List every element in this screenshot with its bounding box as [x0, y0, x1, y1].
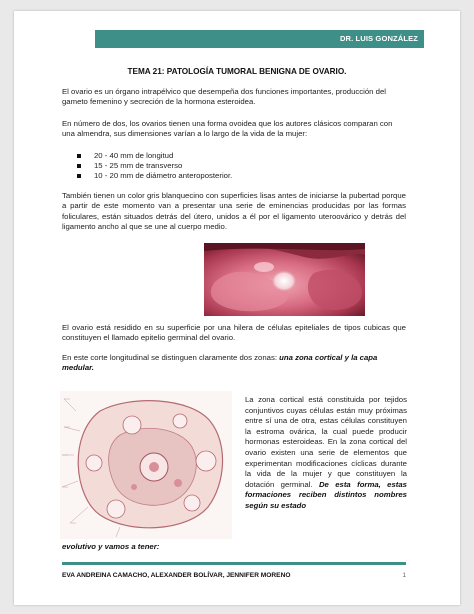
zones-emphasis: una zona cortical y la capa medular. [62, 353, 378, 373]
continuation-line: evolutivo y vamos a tener: [62, 542, 160, 551]
cortical-zone-text: La zona cortical está constituida por tejidos conjuntivos cuyas células están muy próximas entre sí una de otra, estas células constituyen la estroma ovárica, la cual puede producir hormonas esteroideas. En la zona cortical del ovario existen una serie de elementos que experimentan modificaciones cíclicas durante la vida de la mujer y que constituyen la dotación germinal. [245, 395, 407, 489]
header-bar [95, 30, 424, 48]
dimension-item: 10 - 20 mm de diámetro anteroposterior. [74, 171, 232, 181]
ovary-photo [204, 243, 365, 316]
footer-rule [62, 562, 406, 565]
cortical-zone-emphasis: De esta forma, estas formaciones reciben distintos nombres según su estado [245, 479, 407, 510]
footer-authors: EVA ANDREINA CAMACHO, ALEXANDER BOLÍVAR, JENNIFER MORENO [62, 572, 291, 579]
shape-paragraph: En número de dos, los ovarios tienen una forma ovoidea que los autores clásicos comparan con una almendra, sus dimensiones varían a lo largo de la vida de la mujer: [62, 119, 393, 139]
page-number: 1 [402, 572, 406, 579]
cortical-zone-paragraph [245, 395, 407, 512]
header-author: DR. LUIS GONZÁLEZ [339, 34, 418, 43]
document-page [14, 11, 460, 605]
document-title: TEMA 21: PATOLOGÍA TUMORAL BENIGNA DE OVARIO. [127, 67, 347, 76]
intro-paragraph: El ovario es un órgano intrapélvico que desempeña dos funciones importantes, producción del gameto femenino y secreción de la hormona esteroidea. [62, 87, 386, 107]
dimension-item: 15 - 25 mm de transverso [74, 161, 232, 171]
dimension-item: 20 - 40 mm de longitud [74, 151, 232, 161]
ovary-section-illustration [60, 391, 232, 539]
dimensions-list [74, 151, 232, 182]
zones-text: En este corte longitudinal se distinguen claramente dos zonas: [62, 353, 280, 362]
zones-paragraph [62, 353, 406, 374]
color-paragraph: También tienen un color gris blanquecino con superficies lisas antes de iniciarse la pubertad porque a partir de este momento van a presentar una serie de eminencias producidas por las formas foliculares, están situados detrás del útero, unidos a él por el ligamento uteroovárico y detrás del ligamento ancho al que se une al cuerpo medio. [62, 191, 406, 232]
epithelium-paragraph: El ovario está residido en su superficie por una hilera de células epiteliales de tipos cubicas que constituyen el llamado epitelio germinal del ovario. [62, 323, 406, 343]
